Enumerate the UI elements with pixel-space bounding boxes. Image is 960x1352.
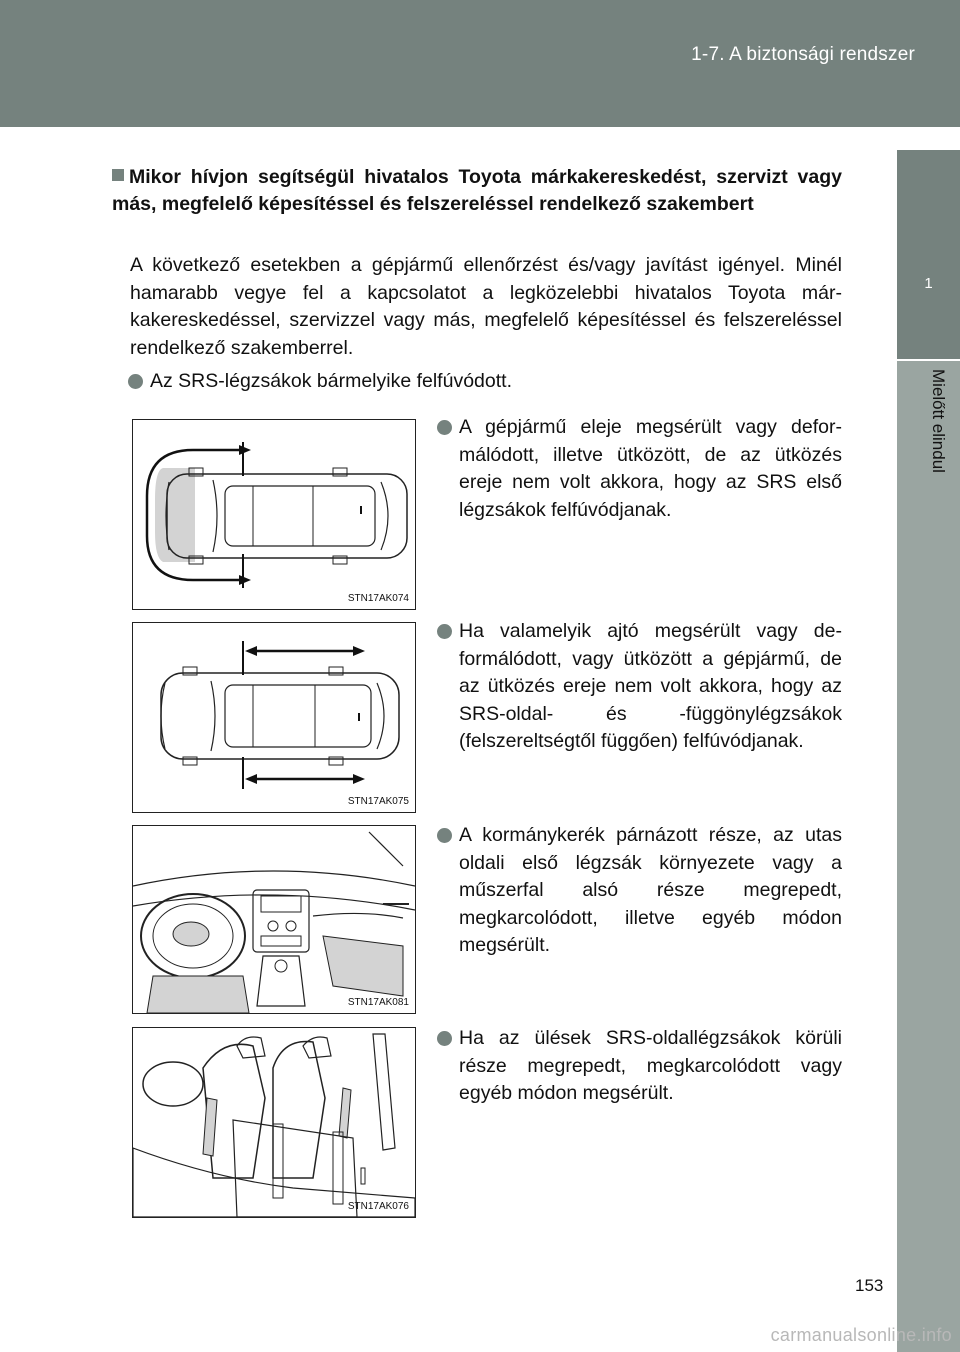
bullet-dot-icon	[437, 624, 452, 639]
car-top-front-illustration	[133, 420, 415, 609]
page-header	[0, 0, 960, 127]
bullet-dot-icon	[128, 374, 143, 389]
figure-code: STN17AK076	[347, 1201, 409, 1212]
bullet-dot-icon	[437, 1031, 452, 1046]
figure-dashboard	[132, 825, 416, 1014]
figure-side-damage	[132, 622, 416, 813]
bullet-item: A gépjármű eleje megsérült vagy deformálódott, illetve ütközött, de az ütközés ereje nem volt akkora, hogy az SRS első légzsákok felfúvódjanak.	[437, 414, 842, 524]
watermark: carmanualsonline.info	[770, 1325, 952, 1345]
bullet-item: Ha az ülések SRS-oldallégzsákok körüli része megrepedt, megkarcolódott vagy egyéb módon megsérült.	[437, 1025, 842, 1108]
page-number: 153	[855, 1276, 884, 1295]
car-top-side-illustration	[133, 623, 415, 812]
figure-front-damage	[132, 419, 416, 610]
figure-code: STN17AK074	[347, 593, 409, 604]
figure-code: STN17AK075	[347, 796, 409, 807]
bullet-item: Az SRS-légzsákok bármelyike felfúvódott.	[128, 368, 842, 396]
bullet-item: A kormánykerék párnázott része, az utas oldali első légzsák környezete vagy a műszerfal alsó része megrepedt, megkarcolódott, illetve egyéb módon megsérült.	[437, 822, 842, 960]
chapter-tab	[897, 150, 960, 359]
bullet-item: Ha valamelyik ajtó megsérült vagy deformálódott, vagy ütközött a gépjármű, de az ütközés ereje nem volt akkora, hogy az SRS-oldal- és -függönylégzsákok (felszereltségtől függően) felfúvódjanak.	[437, 618, 842, 756]
chapter-tab-label-area	[897, 361, 960, 1352]
bullet-dot-icon	[437, 828, 452, 843]
figure-code: STN17AK081	[347, 997, 409, 1008]
seats-illustration	[133, 1028, 415, 1217]
intro-paragraph: A következő esetekben a gépjármű ellenőrzést és/vagy javítást igényel. Minél hamarabb vegye fel a kapcsolatot a legközelebbi hivatalos Toyota márkakereskedéssel, szervizzel vagy más, megfelelő képesítéssel és felszereléssel rendelkező szakemberrel.	[130, 254, 842, 359]
dashboard-illustration	[133, 826, 415, 1013]
bullet-dot-icon	[437, 420, 452, 435]
figure-seats	[132, 1027, 416, 1218]
section-title: 1-7. A biztonsági rendszer	[691, 44, 915, 65]
square-bullet-icon	[112, 169, 124, 181]
chapter-number: 1	[924, 275, 933, 292]
section-heading: Mikor hívjon segítségül hivatalos Toyota márkakereskedést, szervizt vagy más, megfelelő képesítéssel és felszereléssel rendelkező szakembert	[112, 166, 842, 215]
chapter-label: Mielőtt elindul	[929, 369, 948, 473]
